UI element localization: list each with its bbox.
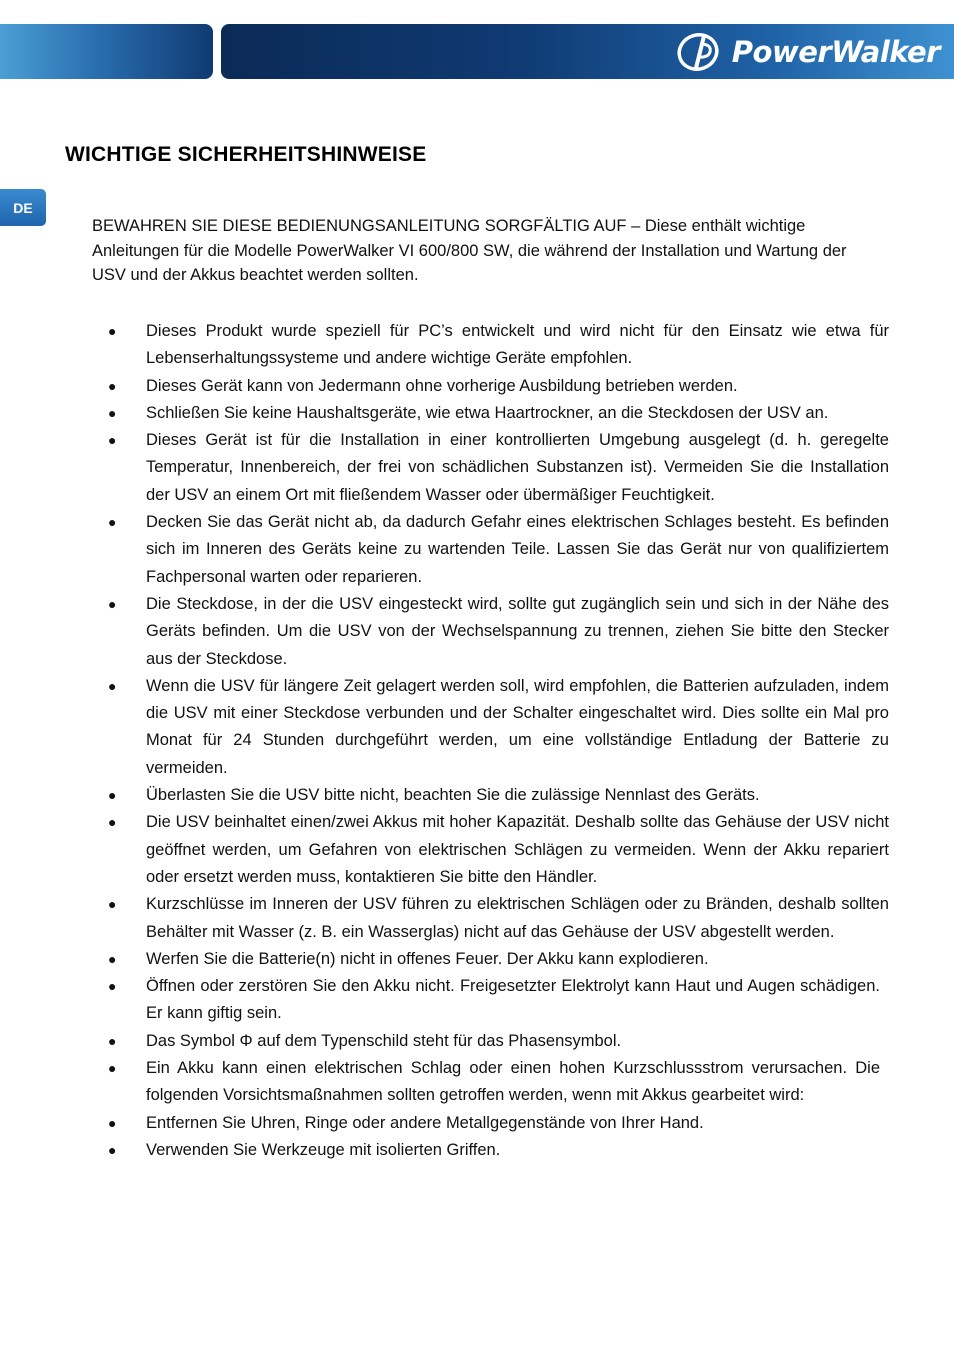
list-item: [108, 1055, 880, 1110]
list-item: [108, 509, 889, 591]
bullet-icon: ●: [108, 814, 117, 831]
bullet-icon: ●: [108, 432, 117, 449]
list-item-text: Entfernen Sie Uhren, Ringe oder andere Metallgegenstände von Ihrer Hand.: [146, 1113, 704, 1132]
list-item-text: Werfen Sie die Batterie(n) nicht in offenes Feuer. Der Akku kann explodieren.: [146, 949, 709, 968]
list-item-text: Schließen Sie keine Haushaltsgeräte, wie etwa Haartrockner, an die Steckdosen der USV an.: [146, 403, 829, 422]
bullet-icon: ●: [108, 323, 117, 339]
intro-paragraph: BEWAHREN SIE DIESE BEDIENUNGSANLEITUNG SORGFÄLTIG AUF – Diese enthält wichtige Anleitungen für die Modelle PowerWalker VI 600/800 SW, die während der Installation und Wartung der USV und der Akkus beachtet werden sollten.: [92, 217, 847, 284]
bullet-icon: ●: [108, 950, 117, 967]
list-item: [108, 318, 889, 373]
list-item-text: Die USV beinhaltet einen/zwei Akkus mit hoher Kapazität. Deshalb sollte das Gehäuse der USV nicht geöffnet werden, um Gefahren von elektrischen Schlägen zu vermeiden. Wenn der Akku repariert oder ersetzt werden muss, kontaktieren Sie bitte den Händler.: [146, 813, 889, 886]
bullet-icon: ●: [108, 404, 117, 421]
list-item: [108, 591, 889, 673]
bullet-icon: ●: [108, 896, 117, 913]
bullet-icon: ●: [108, 1060, 117, 1077]
list-item: [108, 373, 889, 400]
bullet-icon: ●: [108, 377, 117, 394]
list-item: [108, 946, 889, 973]
list-item-text: Dieses Produkt wurde speziell für PC’s entwickelt und wird nicht für den Einsatz wie etwa für Lebenserhaltungssysteme und andere wichtige Geräte empfohlen.: [146, 322, 889, 368]
brand-name: PowerWalker: [731, 35, 940, 69]
bullet-icon: ●: [108, 514, 117, 531]
bullet-icon: ●: [108, 787, 117, 804]
list-item-text: Wenn die USV für längere Zeit gelagert werden soll, wird empfohlen, die Batterien aufzuladen, indem die USV mit einer Steckdose verbunden und der Schalter eingeschaltet wird. Dies sollte ein Mal pro Monat für 24 Stunden durchgeführt werden, um eine vollständige Entladung der Batterie zu vermeiden.: [146, 676, 889, 777]
list-item-text: Decken Sie das Gerät nicht ab, da dadurch Gefahr eines elektrischen Schlages besteht. Es befinden sich im Inneren des Geräts keine zu wartenden Teile. Lassen Sie das Gerät nur von qualifiziertem Fachpersonal warten oder reparieren.: [146, 513, 889, 586]
list-item: [108, 782, 889, 809]
list-item: [108, 973, 880, 1028]
power-swirl-icon: [674, 30, 726, 74]
bullet-icon: ●: [108, 595, 117, 612]
list-item-text: Das Symbol Φ auf dem Typenschild steht für das Phasensymbol.: [146, 1031, 622, 1050]
list-item: [108, 891, 889, 946]
header-band-left: [0, 24, 213, 79]
list-item-text: Dieses Gerät kann von Jedermann ohne vorherige Ausbildung betrieben werden.: [146, 376, 738, 395]
bullet-icon: ●: [108, 1114, 117, 1131]
list-item: [108, 1137, 889, 1164]
list-item: [108, 809, 889, 891]
list-item-text: Ein Akku kann einen elektrischen Schlag oder einen hohen Kurzschlussstrom verursachen. Die folgenden Vorsichtsmaßnahmen sollten getroffen werden, wenn mit Akkus gearbeitet wird:: [146, 1059, 880, 1105]
list-item-text: Verwenden Sie Werkzeuge mit isolierten Griffen.: [146, 1140, 501, 1159]
bullet-icon: ●: [108, 1141, 117, 1158]
list-item: [108, 400, 889, 427]
list-item: [108, 427, 889, 509]
language-tab: DE: [0, 189, 46, 226]
bullet-icon: ●: [108, 1032, 117, 1049]
brand-logo: [674, 30, 940, 74]
list-item: [108, 1110, 889, 1137]
list-item-text: Die Steckdose, in der die USV eingesteckt wird, sollte gut zugänglich sein und sich in der Nähe des Geräts befinden. Um die USV von der Wechselspannung zu trennen, ziehen Sie bitte den Stecker aus der Steckdose.: [146, 594, 889, 668]
list-item-text: Öffnen oder zerstören Sie den Akku nicht. Freigesetzter Elektrolyt kann Haut und Augen schädigen. Er kann giftig sein.: [146, 977, 880, 1023]
safety-list: [108, 318, 889, 1164]
list-item: [108, 1028, 889, 1055]
bullet-icon: ●: [108, 978, 117, 995]
page-title: WICHTIGE SICHERHEITSHINWEISE: [65, 143, 427, 166]
list-item-text: Dieses Gerät ist für die Installation in einer kontrollierten Umgebung ausgelegt (d. h. geregelte Temperatur, Innenbereich, der frei von schädlichen Substanzen ist). Vermeiden Sie die Installation der USV an einem Ort mit fließendem Wasser oder übermäßiger Feuchtigkeit.: [146, 431, 889, 504]
bullet-icon: ●: [108, 677, 117, 694]
list-item-text: Kurzschlüsse im Inneren der USV führen zu elektrischen Schlägen oder zu Bränden, deshalb sollten Behälter mit Wasser (z. B. ein Wasserglas) nicht auf das Gehäuse der USV abgestellt werden.: [146, 895, 889, 941]
list-item-text: Überlasten Sie die USV bitte nicht, beachten Sie die zulässige Nennlast des Geräts.: [146, 786, 760, 805]
list-item: [108, 673, 889, 782]
